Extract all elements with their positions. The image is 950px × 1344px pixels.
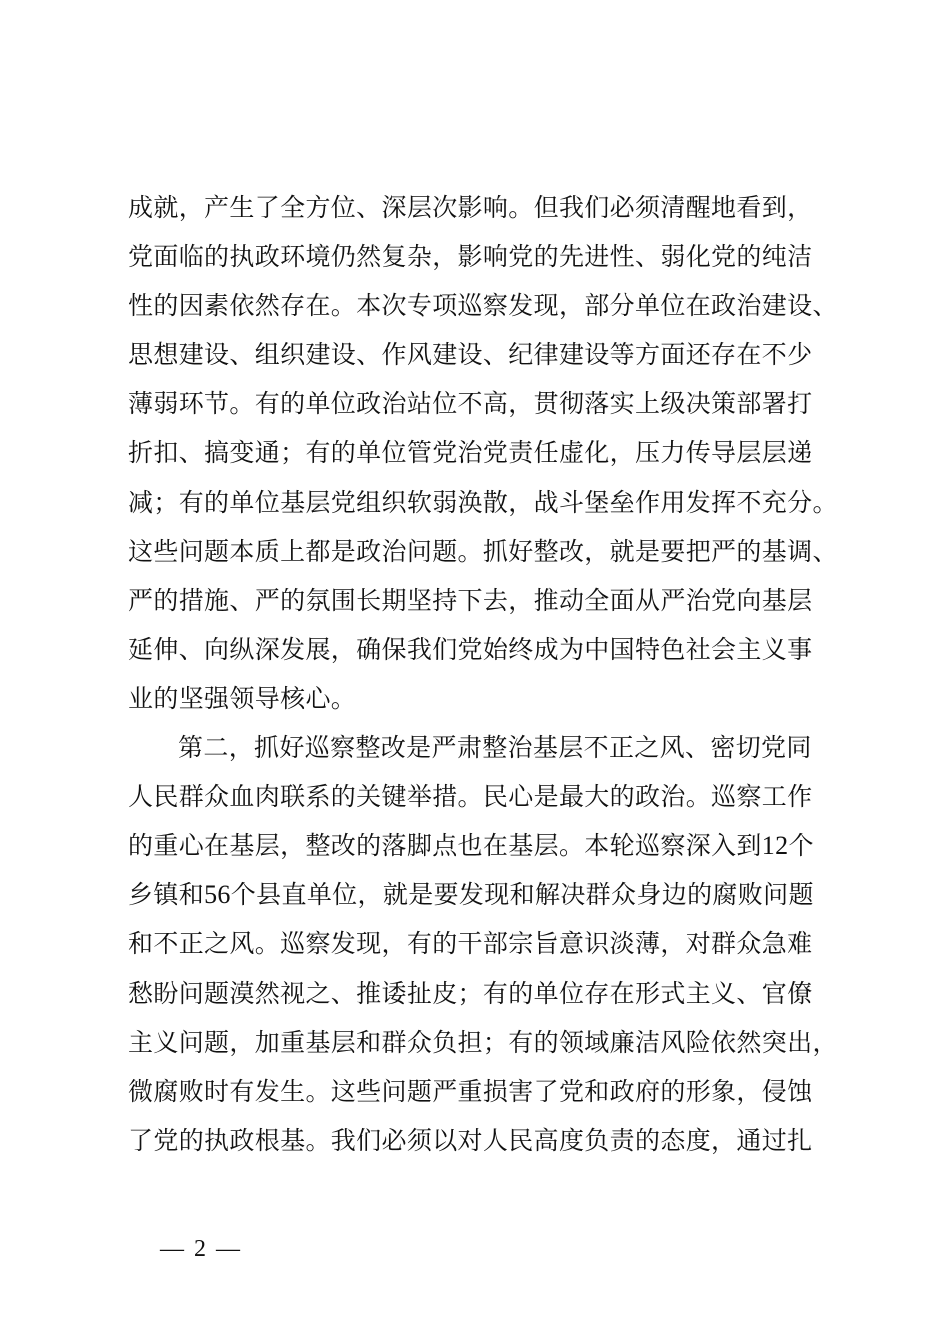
text-line: 薄弱环节。有的单位政治站位不高，贯彻落实上级决策部署打	[128, 389, 813, 419]
text-line: 成就，产生了全方位、深层次影响。但我们必须清醒地看到，	[128, 193, 813, 222]
text-line: 和不正之风。巡察发现，有的干部宗旨意识淡薄，对群众急难	[128, 929, 813, 959]
text-line: 了党的执政根基。我们必须以对人民高度负责的态度，通过扎	[128, 1125, 813, 1155]
text-line: 减；有的单位基层党组织软弱涣散，战斗堡垒作用发挥不充分。	[128, 487, 838, 517]
text-line: 党面临的执政环境仍然复杂，影响党的先进性、弱化党的纯洁	[128, 242, 813, 272]
text-line: 严的措施、严的氛围长期坚持下去，推动全面从严治党向基层	[128, 585, 813, 615]
text-line: 愁盼问题漠然视之、推诿扯皮；有的单位存在形式主义、官僚	[128, 978, 813, 1008]
text-line: 思想建设、组织建设、作风建设、纪律建设等方面还存在不少	[128, 340, 813, 370]
text-line: 业的坚强领导核心。	[128, 683, 357, 713]
text-segment: 的重心在基层，整改的落脚点也在基层。本轮巡察深入到	[128, 831, 762, 861]
text-line: 性的因素依然存在。本次专项巡察发现，部分单位在政治建设、	[128, 291, 838, 321]
text-line: 微腐败时有发生。这些问题严重损害了党和政府的形象，侵蚀	[128, 1076, 813, 1106]
number-fifty-six: 56	[204, 880, 231, 910]
number-twelve: 12	[761, 831, 789, 861]
page-number: — 2 —	[160, 1236, 242, 1262]
text-segment: 个	[788, 831, 814, 861]
text-line: 主义问题，加重基层和群众负担；有的领域廉洁风险依然突出，	[128, 1027, 838, 1057]
text-line: 延伸、向纵深发展，确保我们党始终成为中国特色社会主义事	[128, 634, 813, 664]
paragraph-two-first-line: 第二，抓好巡察整改是严肃整治基层不正之风、密切党同	[178, 733, 812, 763]
text-line	[128, 821, 838, 870]
text-line	[128, 870, 838, 919]
text-line: 人民群众血肉联系的关键举措。民心是最大的政治。巡察工作	[128, 782, 813, 812]
text-line: 这些问题本质上都是政治问题。抓好整改，就是要把严的基调、	[128, 536, 838, 566]
body-text	[128, 183, 838, 1165]
text-segment: 乡镇和	[128, 880, 205, 910]
text-segment: 个县直单位，就是要发现和解决群众身边的腐败问题	[230, 880, 814, 910]
text-line: 折扣、搞变通；有的单位管党治党责任虚化，压力传导层层递	[128, 438, 813, 468]
